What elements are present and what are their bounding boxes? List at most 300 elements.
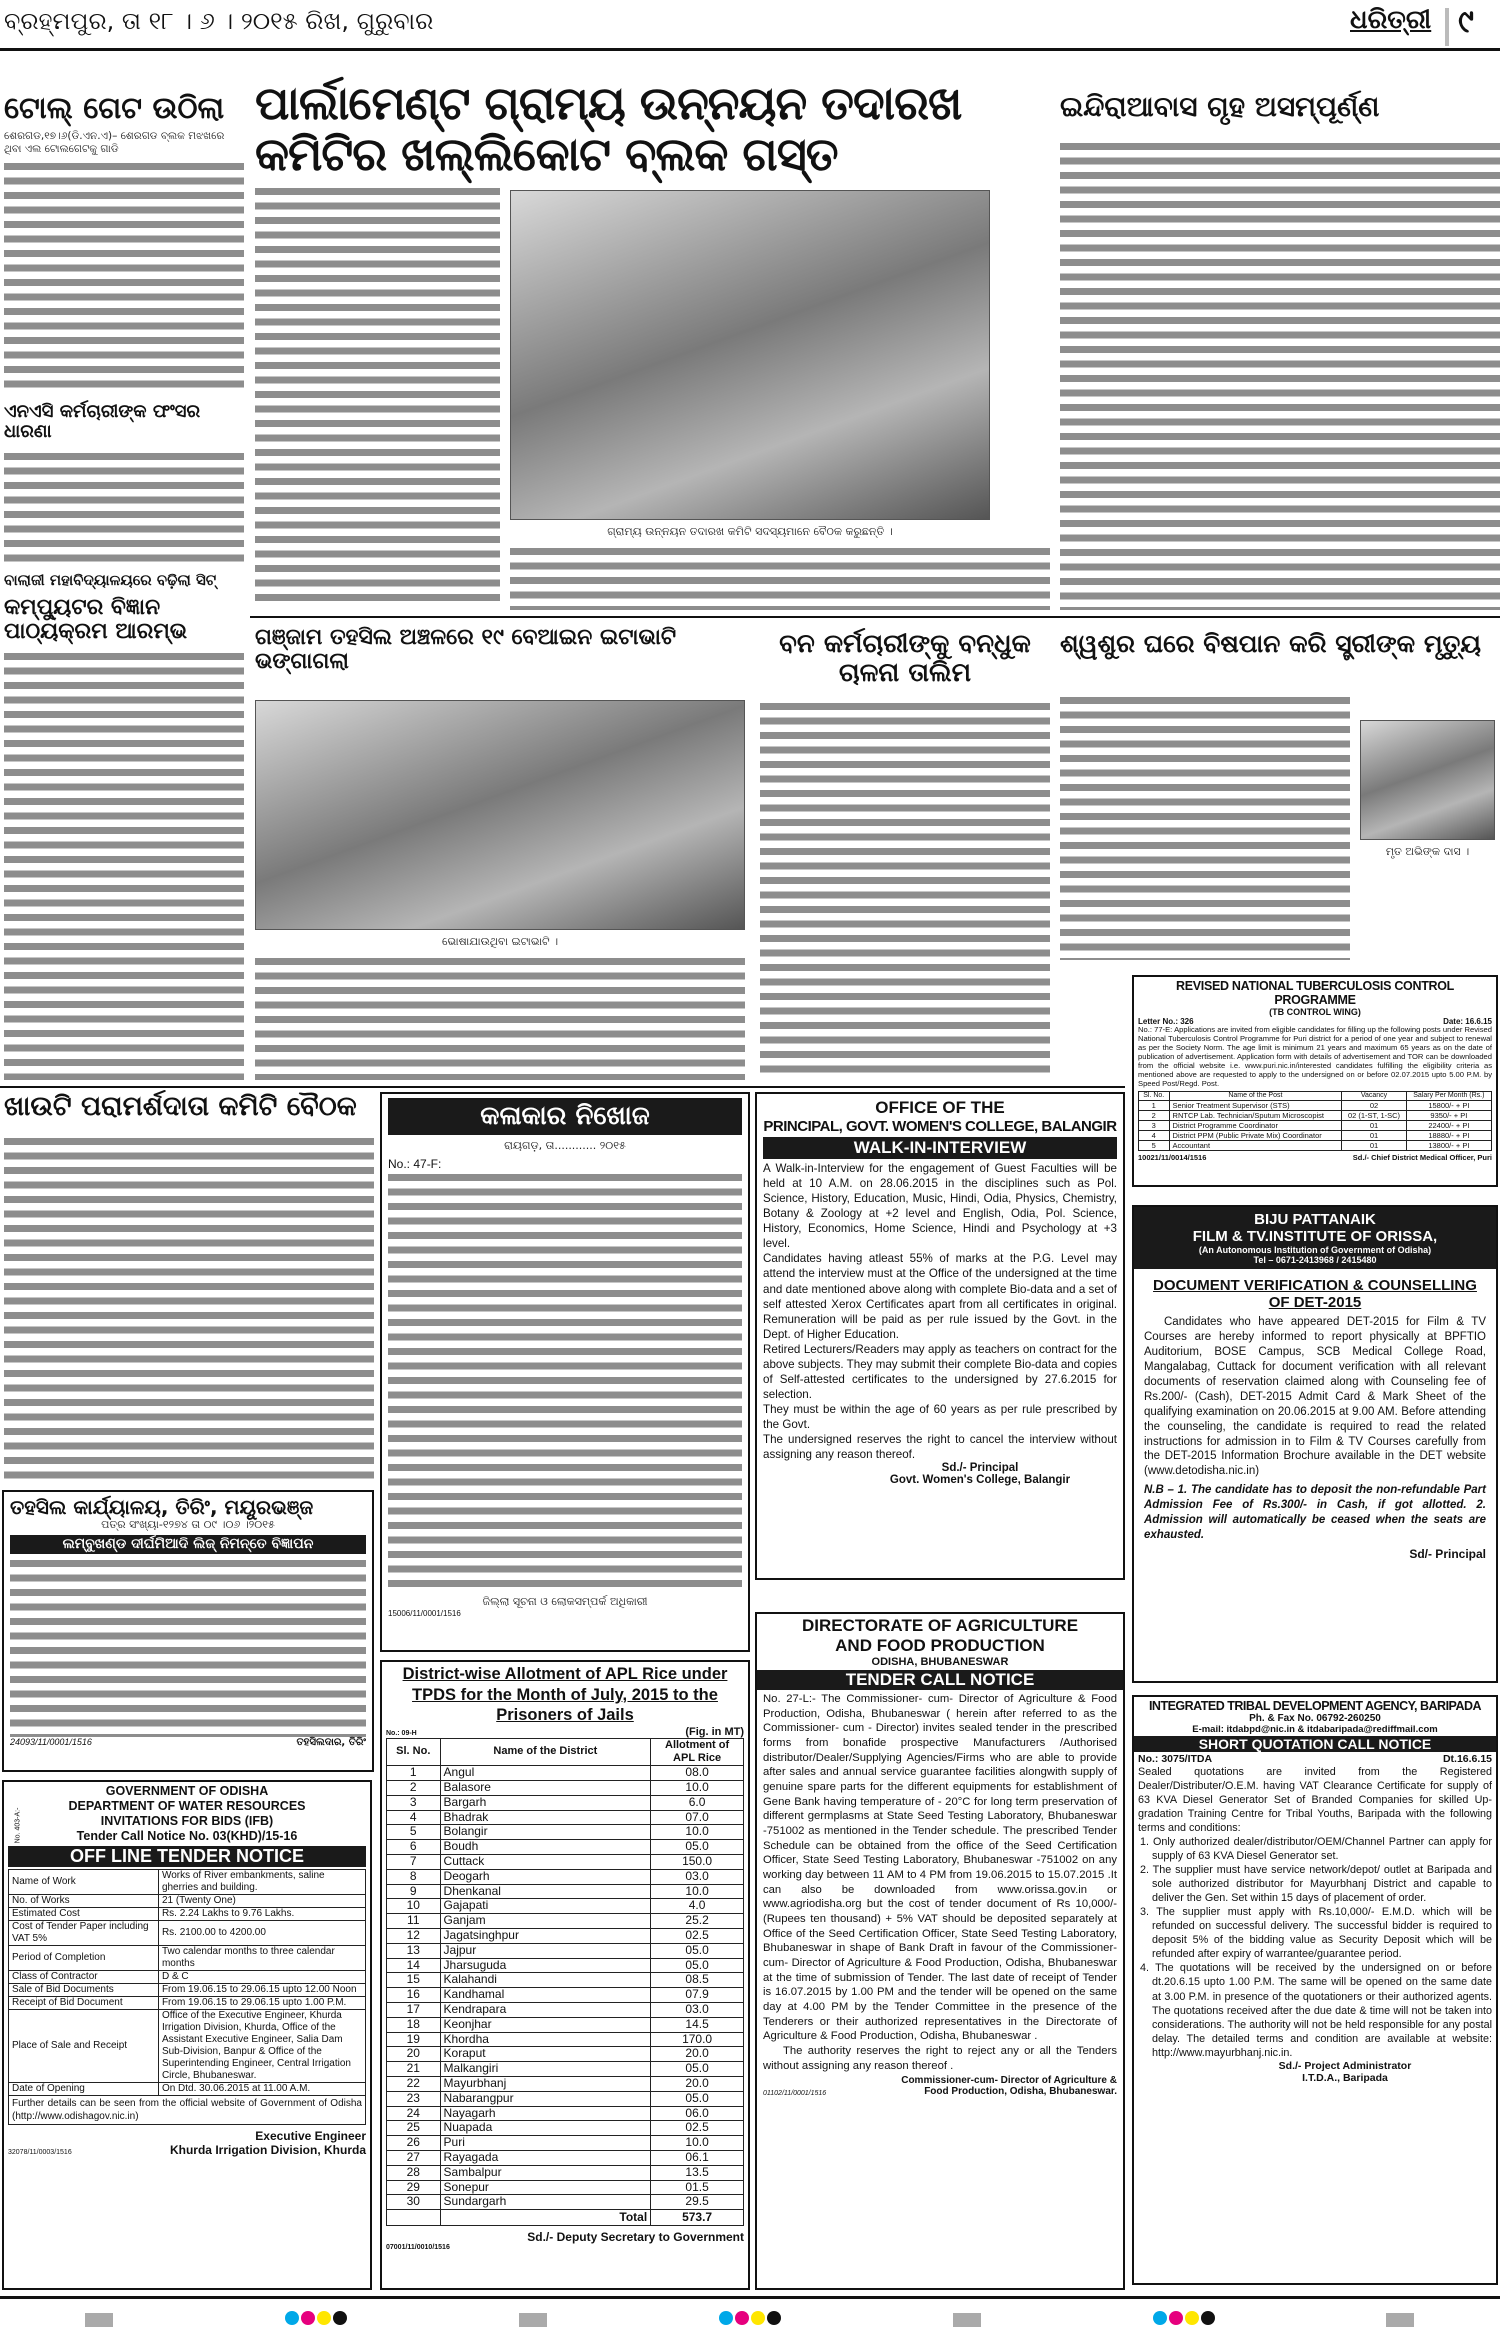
table-row bbox=[387, 2017, 744, 2032]
ad-title: DIRECTORATE OF AGRICULTURE bbox=[801, 1616, 1079, 1635]
table-row bbox=[9, 1895, 366, 1908]
story-headline-brick-kiln: ଗଞ୍ଜାମ ତହସିଲ ଅଞ୍ଚଳରେ ୧୯ ବେଆଇନ ଇଟାଭାଟି ଭଙ୍ଗାଗଲା bbox=[255, 625, 677, 675]
allotment-value: 08.5 bbox=[651, 1973, 744, 1988]
allotment-value: 08.0 bbox=[651, 1766, 744, 1781]
main-story-photo bbox=[510, 190, 990, 520]
district-name: Boudh bbox=[440, 1840, 651, 1855]
ad-signature: Sd./- Deputy Secretary to Government bbox=[527, 2229, 744, 2244]
ad-note: N.B – 1. The candidate has to deposit the non-refundable Part Admission Fee of Rs.300/- in Cash, if got allotted. 2. Admission will automatically be ceased when the seats are exhausted. bbox=[1144, 1484, 1486, 1542]
brick-kiln-photo bbox=[255, 700, 745, 930]
term-item: 2. The supplier must have service network/depot/ outlet at Baripada and sole authorized distributor for Mayurbhanj District and capable to deliver the Gen. Set within 15 days of placement of order. bbox=[1140, 1864, 1492, 1905]
article-body-text bbox=[4, 650, 244, 1080]
district-name: Sonepur bbox=[440, 2180, 651, 2195]
ad-dateline: ରାୟଗଡ଼, ତା............ ୨୦୧୫ bbox=[504, 1138, 626, 1152]
allotment-value: 03.0 bbox=[651, 2003, 744, 2018]
district-name: Koraput bbox=[440, 2047, 651, 2062]
term-item: 3. The supplier must apply with Rs.10,000/- E.M.D. which will be refunded on successful delivery. The successful bidder is required to deposit 5% of the bidding value as Security Deposit which will be refunded after expiry of warrantee/guarantee period. bbox=[1140, 1906, 1492, 1961]
ad-signature: Sd./- Project Administrator bbox=[1278, 2059, 1412, 2072]
district-name: Dhenkanal bbox=[440, 1884, 651, 1899]
allotment-value: 10.0 bbox=[651, 2136, 744, 2151]
serial-number: 3 bbox=[387, 1795, 441, 1810]
allotment-value: 05.0 bbox=[651, 2062, 744, 2077]
article-body-text bbox=[4, 160, 244, 390]
table-cell: 13800/- + PI bbox=[1406, 1141, 1491, 1151]
district-name: Cuttack bbox=[440, 1855, 651, 1870]
section-rule bbox=[0, 1086, 1125, 1088]
story-headline-toll-gate: ଟୋଲ୍ ଗେଟ ଉଠିଲା bbox=[4, 91, 225, 126]
ad-title: ତହସିଲ କାର୍ଯ୍ୟାଳୟ, ତିରିଂ, ମୟୂରଭଞ୍ଜ bbox=[10, 1495, 314, 1519]
allotment-value: 170.0 bbox=[651, 2032, 744, 2047]
table-row bbox=[387, 1825, 744, 1840]
ad-paragraph: Retired Lecturers/Readers may apply as teachers on contract for the above subjects. They may submit their complete Bio-data and copies of Self-attested certificates to the undersigned by 27.6.2015 for selection. bbox=[763, 1342, 1117, 1401]
ad-title: DEPARTMENT OF WATER RESOURCES bbox=[68, 1799, 306, 1813]
allotment-value: 06.1 bbox=[651, 2150, 744, 2165]
row-label: Period of Completion bbox=[9, 1946, 159, 1971]
ad-paragraph: The undersigned reserves the right to cancel the interview without assigning any reason thereof. bbox=[763, 1433, 1117, 1462]
table-cell: 2 bbox=[1139, 1111, 1170, 1121]
term-item: 4. The quotations will be received by the undersigned on or before dt.20.6.15 upto 1.00 P.M. The same will be opened on the same date at 3.00 P.M. in presence of the quotationers or their authorized agents. The quotations received after the due date & time will not be taken into considerations. The authority will not be held responsible for any postal delay. The detailed terms and condition are available at website: http://www.mayurbhanj.nic.in. bbox=[1140, 1962, 1492, 2059]
apl-allotment-table bbox=[386, 1738, 744, 2226]
ad-title: FILM & TV.INSTITUTE OF ORISSA, bbox=[1192, 1228, 1438, 1245]
table-cell: 01 bbox=[1342, 1141, 1406, 1151]
ad-title: Tender Call Notice No. 03(KHD)/15-16 bbox=[76, 1829, 298, 1843]
district-name: Deogarh bbox=[440, 1869, 651, 1884]
table-cell: 22400/- + PI bbox=[1406, 1121, 1491, 1131]
ad-signature: ଜିଲ୍ଲା ସୂଚନା ଓ ଲୋକସମ୍ପର୍କ ଅଧିକାରୀ bbox=[482, 1594, 648, 1608]
serial-number: 30 bbox=[387, 2195, 441, 2210]
table-cell: 1 bbox=[1139, 1101, 1170, 1111]
serial-number: 18 bbox=[387, 2017, 441, 2032]
table-cell: District PPM (Public Private Mix) Coordinator bbox=[1169, 1131, 1342, 1141]
row-value: Rs. 2.24 Lakhs to 9.76 Lakhs. bbox=[158, 1908, 365, 1921]
allotment-value: 02.5 bbox=[651, 1929, 744, 1944]
ad-paragraph: They must be within the age of 60 years as per rule prescribed by the Govt. bbox=[763, 1403, 1117, 1432]
article-body-text bbox=[255, 955, 745, 1080]
ad-number: No.: 3075/ITDA bbox=[1138, 1753, 1213, 1765]
column-header: Sl. No. bbox=[1139, 1091, 1170, 1100]
table-row bbox=[387, 1766, 744, 1781]
ad-date: Date: 16.6.15 bbox=[1443, 1017, 1492, 1026]
story-headline-poison: ଶ୍ୱଶୁର ଘରେ ବିଷପାନ କରି ସ୍ତ୍ରୀଙ୍କ ମୃତ୍ୟୁ bbox=[1060, 629, 1481, 658]
walk-in-interview-ad bbox=[755, 1092, 1125, 1580]
allotment-value: 05.0 bbox=[651, 1958, 744, 1973]
ad-banner: SHORT QUOTATION CALL NOTICE bbox=[1134, 1736, 1496, 1752]
ad-heading: DOCUMENT VERIFICATION & COUNSELLING OF DET-2015 bbox=[1153, 1277, 1477, 1311]
table-row bbox=[9, 2010, 366, 2083]
table-row bbox=[387, 1929, 744, 1944]
row-value: From 19.06.15 to 29.06.15 upto 1.00 P.M. bbox=[158, 1997, 365, 2010]
gray-patch bbox=[519, 2313, 547, 2327]
allotment-value: 10.0 bbox=[651, 1781, 744, 1796]
table-row bbox=[387, 1943, 744, 1958]
serial-number: 1 bbox=[387, 1766, 441, 1781]
allotment-value: 05.0 bbox=[651, 2091, 744, 2106]
table-row bbox=[387, 2032, 744, 2047]
ad-title: INTEGRATED TRIBAL DEVELOPMENT AGENCY, BARIPADA bbox=[1148, 1699, 1482, 1713]
ad-subtitle: (TB CONTROL WING) bbox=[1269, 1007, 1361, 1017]
table-row bbox=[387, 1914, 744, 1929]
story-headline-indira-awas: ଇନ୍ଦିରାଆବାସ ଗୃହ ଅସମ୍ପୂର୍ଣ୍ଣ bbox=[1060, 90, 1380, 123]
ad-title: AND FOOD PRODUCTION bbox=[835, 1636, 1045, 1655]
serial-number: 20 bbox=[387, 2047, 441, 2062]
district-name: Balasore bbox=[440, 1781, 651, 1796]
serial-number: 12 bbox=[387, 1929, 441, 1944]
ad-body: Sealed quotations are invited from the Registered Dealer/Distributer/O.E.M. having VAT Clearance Certificate for supply of 63 KVA Diesel Generator Set of Branded Companies for skilled Up-gradation Training Centre for Tribal Youths, Baripada with the following terms and conditions: bbox=[1138, 1766, 1492, 1835]
side-number: No. 403-A:- bbox=[14, 1807, 22, 1844]
cmyk-dots bbox=[284, 2311, 348, 2330]
table-row bbox=[1139, 1121, 1492, 1131]
ad-code: 07001/11/0010/1516 bbox=[386, 2243, 450, 2251]
row-label: Cost of Tender Paper including VAT 5% bbox=[9, 1921, 159, 1946]
dateline: ବ୍ରହ୍ମପୁର, ତା ୧୮ । ୬ । ୨୦୧୫ ରିଖ, ଗୁରୁବାର bbox=[4, 7, 434, 35]
district-name: Bhadrak bbox=[440, 1810, 651, 1825]
district-name: Ganjam bbox=[440, 1914, 651, 1929]
ad-title: GOVERNMENT OF ODISHA bbox=[105, 1784, 269, 1798]
table-row bbox=[9, 1946, 366, 1971]
ad-signature: Commissioner-cum- Director of Agriculture & Food Production, Odisha, Bhubaneswar. bbox=[901, 2075, 1117, 2098]
serial-number: 2 bbox=[387, 1781, 441, 1796]
ad-body: No.: 77-E: Applications are invited from eligible candidates for filling up the following posts under Revised National Tuberculosis Control Programme for Puri district for a period of one year and subject to renewal as per the Society Norm. The age limit is minimum 21 years and maximum 65 years as on the date of publication of advertisement. Application form with details of advertisement and TOR can be downloaded from the official website i.e. www.puri.nic.in/interested candidates fulfilling the eligibility criteria as mentioned above are requested to apply to the undersigned on or before 02.07.2015 upto 5.00 P.M. by Speed Post/Regd. Post. bbox=[1138, 1025, 1492, 1088]
allotment-value: 01.5 bbox=[651, 2180, 744, 2195]
ad-email: E-mail: itdabpd@nic.in & itdabaripada@rediffmail.com bbox=[1192, 1724, 1438, 1735]
table-cell: 9350/- + PI bbox=[1406, 1111, 1491, 1121]
serial-number: 8 bbox=[387, 1869, 441, 1884]
serial-number: 5 bbox=[387, 1825, 441, 1840]
row-label: No. of Works bbox=[9, 1895, 159, 1908]
allotment-value: 4.0 bbox=[651, 1899, 744, 1914]
story-headline-consumer: ଖାଉଟି ପରାମର୍ଶଦାତା କମିଟି ବୈଠକ bbox=[4, 1091, 357, 1122]
table-cell: District Programme Coordinator bbox=[1169, 1121, 1342, 1131]
table-row bbox=[387, 1973, 744, 1988]
row-label: Place of Sale and Receipt bbox=[9, 2010, 159, 2083]
masthead-logo: ଧରିତ୍ରୀ bbox=[1350, 5, 1432, 35]
story-headline-nac: ଏନଏସି କର୍ମଚାରୀଙ୍କ ଫଂସର ଧାରଣା bbox=[4, 401, 201, 442]
agriculture-tender-ad bbox=[755, 1612, 1125, 2290]
district-name: Mayurbhanj bbox=[440, 2076, 651, 2091]
serial-number: 28 bbox=[387, 2165, 441, 2180]
district-name: Nabarangpur bbox=[440, 2091, 651, 2106]
table-row bbox=[387, 2106, 744, 2121]
table-row bbox=[387, 2121, 744, 2136]
table-cell: 15800/- + PI bbox=[1406, 1101, 1491, 1111]
ad-reservation: The authority reserves the right to reject any or all the Tenders without assigning any reason thereof . bbox=[763, 2045, 1117, 2072]
allotment-value: 20.0 bbox=[651, 2047, 744, 2062]
article-body-text bbox=[255, 185, 500, 605]
table-cell: 01 bbox=[1342, 1121, 1406, 1131]
ad-phone: Tel – 0671-2413968 / 2415480 bbox=[1253, 1255, 1377, 1265]
district-name: Rayagada bbox=[440, 2150, 651, 2165]
serial-number: 15 bbox=[387, 1973, 441, 1988]
column-header: Salary Per Month (Rs.) bbox=[1406, 1091, 1491, 1100]
table-row bbox=[387, 1958, 744, 1973]
allotment-value: 13.5 bbox=[651, 2165, 744, 2180]
allotment-value: 07.9 bbox=[651, 1988, 744, 2003]
allotment-value: 07.0 bbox=[651, 1810, 744, 1825]
table-row bbox=[387, 2180, 744, 2195]
table-row bbox=[387, 2047, 744, 2062]
table-row bbox=[9, 2083, 366, 2096]
footer-rule bbox=[0, 2296, 1500, 2299]
allotment-value: 25.2 bbox=[651, 1914, 744, 1929]
apl-rice-allotment-ad bbox=[380, 1660, 750, 2290]
header-rule bbox=[0, 48, 1500, 51]
water-resources-tender bbox=[2, 1780, 372, 2290]
main-headline: ପାର୍ଲାମେଣ୍ଟ ଗ୍ରାମ୍ୟ ଉନ୍ନୟନ ତଦାରଖ କମିଟିର ଖଲ୍ଲିକୋଟ ବ୍ଲକ ଗସ୍ତ bbox=[255, 76, 962, 181]
table-cell: 5 bbox=[1139, 1141, 1170, 1151]
ad-body: No. 27-L:- The Commissioner- cum- Director of Agriculture & Food Production, Odisha, Bhubaneswar ( herein after referred to as the Commissioner- cum - Director) invites sealed tender in the prescribed forms from bonafide prospective Manufacturers /Authorised distributor/Dealer/Supplying Agencies/Firms who are able to provide after sales and annual service guarantee facilities alongwith supply of genuine spare parts for the different equipments for establishment of Gene Bank having temperature of - 20°C for long term preservation of different germplasms at State Seed Testing Laboratory, Bhubaneswar -751002 as mentioned in the Tender schedule. The prescribed Tender Schedule can be obtained from the office of the Seed Certification Officer, State Seed Testing Laboratory, Bhubaneswar -751002 on any working day between 11 AM to 4 PM from 19.06.2015 to 15.07.2015 .It can also be downloaded from www.orissa.gov.in or www.agriodisha.org but the cost of tender document of Rs 10,000/- (Rupees ten thousand) + 5% VAT should be deposited separately at Office of the Seed Certification Officer, State Seed Testing Laboratory, Bhubaneswar in shape of Bank Draft in favour of the Commissioner-cum- Director of Agriculture & Food Production, Odisha, Bhubaneswar at the time of submission of Tender. The last date of receipt of Tender is 16.07.2015 by 1.00 PM and the tender will be opened on the same day at 4.00 PM by the Tender Committee in the presence of the Tenderers or their authorized representatives in the Directorate of Agriculture & Food Production, Odisha, Bhubaneswar . bbox=[763, 1693, 1117, 2043]
article-body-text bbox=[4, 1135, 374, 1480]
ad-body: Candidates who have appeared DET-2015 for Film & TV Courses are hereby informed to report physically at BPFTIO Auditorium, BOSE Campus, SCB Medical College Road, Mangalabag, Cuttack for document verification with all relevant documents of reservation claimed along with Counseling fee of Rs.200/- (Cash), DET-2015 Admit Card & Mark Sheet of the qualifying examination on 20.06.2015 at 9.00 AM. Before attending the counseling, the candidate is required to read the related instructions for admission in to Film & TV Courses carefully from the DET-2015 Information Brochure available in the DET website (www.detodisha.nic.in) bbox=[1144, 1316, 1486, 1478]
allotment-value: 150.0 bbox=[651, 1855, 744, 1870]
ad-further-details: Further details can be seen from the official website of Government of Odisha (http://www.odishagov.nic.in) bbox=[8, 2096, 366, 2125]
ad-paragraph: A Walk-in-Interview for the engagement of Guest Faculties will be held at 10 A.M. on 28.06.2015 in the disciplines such as Pol. Science, History, Education, Music, Hindi, Odia, Physics, Chemistry, Botany & Zoology at +2 level and English, Odia, Pol. Science, History, Economics, Home Science, Hindi and Psychology at +3 level. bbox=[763, 1162, 1117, 1251]
allotment-value: 05.0 bbox=[651, 1840, 744, 1855]
serial-number: 14 bbox=[387, 1958, 441, 1973]
table-row bbox=[387, 2062, 744, 2077]
table-cell: 3 bbox=[1139, 1121, 1170, 1131]
table-cell: 02 (1-ST, 1-SC) bbox=[1342, 1111, 1406, 1121]
allotment-value: 6.0 bbox=[651, 1795, 744, 1810]
district-name: Nuapada bbox=[440, 2121, 651, 2136]
column-header: Sl. No. bbox=[387, 1738, 441, 1765]
serial-number: 17 bbox=[387, 2003, 441, 2018]
district-name: Jajpur bbox=[440, 1943, 651, 1958]
table-row bbox=[387, 2003, 744, 2018]
row-value: D & C bbox=[158, 1971, 365, 1984]
photo-caption: ଭୋଷାଯାଉଥିବା ଇଟାଭାଟି । bbox=[441, 935, 559, 948]
photo-caption: ଗ୍ରାମ୍ୟ ଉନ୍ନୟନ ତଦାରଖ କମିଟି ସଦସ୍ୟମାନେ ବୈଠକ କରୁଛନ୍ତି । bbox=[607, 525, 893, 538]
column-header: Name of the Post bbox=[1169, 1091, 1342, 1100]
cmyk-dots bbox=[718, 2311, 782, 2330]
story-lead: ଶେରଗଡ,୧୭।୬(ଡି.ଏନ.ଏ)– ଶେରଗଡ ବ୍ଲକ ମଝଖରେ ଥିବା ଏଲ ଟୋଲଗେଟକୁ ଗାଡି bbox=[4, 130, 225, 155]
ad-code: 15006/11/0001/1516 bbox=[388, 1608, 461, 1618]
masthead-divider bbox=[1445, 8, 1449, 46]
row-value: Rs. 2100.00 to 4200.00 bbox=[158, 1921, 365, 1946]
table-cell: RNTCP Lab. Technician/Sputum Microscopist bbox=[1169, 1111, 1342, 1121]
allotment-value: 10.0 bbox=[651, 1825, 744, 1840]
ad-banner: ଲମ୍ବୁଖଣ୍ଡ ଦୀର୍ଘମିଆଦି ଲିଜ୍ ନିମନ୍ତେ ବିଜ୍ଞାପନ bbox=[10, 1535, 366, 1554]
serial-number: 16 bbox=[387, 1988, 441, 2003]
row-value: Two calendar months to three calendar months bbox=[158, 1946, 365, 1971]
table-row bbox=[1139, 1111, 1492, 1121]
district-name: Kalahandi bbox=[440, 1973, 651, 1988]
column-header: Name of the District bbox=[440, 1738, 651, 1765]
serial-number: 27 bbox=[387, 2150, 441, 2165]
film-institute-ad bbox=[1132, 1205, 1498, 1683]
district-name: Gajapati bbox=[440, 1899, 651, 1914]
photo-caption: ମୃତ ଅଭିଙ୍କ ଦାସ । bbox=[1385, 845, 1470, 858]
table-row bbox=[387, 2195, 744, 2210]
row-value: 21 (Twenty One) bbox=[158, 1895, 365, 1908]
district-name: Kendrapara bbox=[440, 2003, 651, 2018]
unit-label: (Fig. in MT) bbox=[685, 1725, 744, 1738]
table-cell: 02 bbox=[1342, 1101, 1406, 1111]
total-label: Total bbox=[440, 2210, 651, 2225]
ad-code: 01102/11/0001/1516 bbox=[763, 2090, 827, 2098]
gray-patch bbox=[85, 2313, 113, 2327]
allotment-value: 02.5 bbox=[651, 2121, 744, 2136]
table-row bbox=[387, 1781, 744, 1796]
table-cell: Accountant bbox=[1169, 1141, 1342, 1151]
serial-number: 24 bbox=[387, 2106, 441, 2121]
serial-number: 6 bbox=[387, 1840, 441, 1855]
story-kicker-balaji: ବାଲାଜୀ ମହାବିଦ୍ୟାଳୟରେ ବଢ଼ିଲା ସିଟ୍ bbox=[4, 571, 217, 589]
ad-banner: WALK-IN-INTERVIEW bbox=[763, 1137, 1117, 1159]
table-row bbox=[387, 1810, 744, 1825]
ad-code: 24093/11/0001/1516 bbox=[10, 1737, 92, 1748]
table-row bbox=[1139, 1101, 1492, 1111]
ad-title: OFFICE OF THE bbox=[875, 1098, 1005, 1117]
ad-subtitle: ODISHA, BHUBANESWAR bbox=[871, 1656, 1009, 1668]
ad-title: କଳାକାର ନିଖୋଜ bbox=[388, 1098, 742, 1135]
ad-number: No.: 47-F: bbox=[388, 1156, 442, 1171]
table-row bbox=[1139, 1131, 1492, 1141]
ad-title: BIJU PATTANAIK bbox=[1254, 1211, 1376, 1228]
column-header: Allotment of APL Rice bbox=[651, 1738, 744, 1765]
table-row bbox=[387, 1884, 744, 1899]
vacancy-table bbox=[1138, 1091, 1492, 1151]
district-name: Sundargarh bbox=[440, 2195, 651, 2210]
ad-banner: OFF LINE TENDER NOTICE bbox=[8, 1846, 366, 1867]
section-rule bbox=[250, 616, 1500, 618]
ad-title: District-wise Allotment of APL Rice under TPDS for the Month of July, 2015 to the Prisoners of Jails bbox=[402, 1665, 728, 1725]
ad-date: Dt.16.6.15 bbox=[1442, 1753, 1492, 1765]
page-number: ୯ bbox=[1458, 2, 1474, 40]
story-headline-balaji: କମ୍ପ୍ୟୁଟର ବିଜ୍ଞାନ ପାଠ୍ୟକ୍ରମ ଆରମ୍ଭ bbox=[4, 595, 188, 645]
row-label: Receipt of Bid Document bbox=[9, 1997, 159, 2010]
ad-subtitle: (An Autonomous Institution of Government of Odisha) bbox=[1198, 1245, 1432, 1255]
allotment-value: 14.5 bbox=[651, 2017, 744, 2032]
table-row bbox=[387, 2091, 744, 2106]
ad-code: 10021/11/0014/1516 bbox=[1138, 1153, 1207, 1163]
victim-photo bbox=[1360, 720, 1495, 840]
table-row bbox=[9, 1870, 366, 1895]
table-row bbox=[9, 1971, 366, 1984]
serial-number: 23 bbox=[387, 2091, 441, 2106]
tahasil-ad bbox=[2, 1490, 374, 1772]
district-name: Bargarh bbox=[440, 1795, 651, 1810]
term-item: 1. Only authorized dealer/distributor/OEM/Channel Partner can apply for supply of 63 KVA Diesel Generator set. bbox=[1140, 1836, 1492, 1863]
ad-title: PRINCIPAL, GOVT. WOMEN'S COLLEGE, BALANGIR bbox=[763, 1118, 1117, 1135]
serial-number: 4 bbox=[387, 1810, 441, 1825]
ad-body-text bbox=[10, 1557, 366, 1737]
district-name: Angul bbox=[440, 1766, 651, 1781]
ad-phone: Ph. & Fax No. 06792-260250 bbox=[1249, 1713, 1381, 1724]
serial-number: 13 bbox=[387, 1943, 441, 1958]
table-row bbox=[387, 2150, 744, 2165]
district-name: Jharsuguda bbox=[440, 1958, 651, 1973]
row-label: Estimated Cost bbox=[9, 1908, 159, 1921]
itda-quotation-notice bbox=[1132, 1695, 1498, 2285]
table-row bbox=[387, 1795, 744, 1810]
cmyk-dots bbox=[1152, 2311, 1216, 2330]
missing-artist-notice bbox=[380, 1092, 750, 1652]
table-row bbox=[387, 1988, 744, 2003]
row-label: Sale of Bid Documents bbox=[9, 1984, 159, 1997]
table-row bbox=[387, 1840, 744, 1855]
article-body-text bbox=[760, 700, 1050, 1080]
empty-cell bbox=[387, 2210, 441, 2225]
table-cell: 4 bbox=[1139, 1131, 1170, 1141]
ad-title: REVISED NATIONAL TUBERCULOSIS CONTROL PROGRAMME bbox=[1175, 979, 1455, 1007]
column-header: Vacancy bbox=[1342, 1091, 1406, 1100]
gray-patch bbox=[953, 2313, 981, 2327]
table-row bbox=[387, 2165, 744, 2180]
serial-number: 22 bbox=[387, 2076, 441, 2091]
letter-number: Letter No.: 326 bbox=[1138, 1017, 1194, 1026]
district-name: Keonjhar bbox=[440, 2017, 651, 2032]
table-row bbox=[387, 2136, 744, 2151]
allotment-value: 20.0 bbox=[651, 2076, 744, 2091]
row-value: On Dtd. 30.06.2015 at 11.00 A.M. bbox=[158, 2083, 365, 2096]
table-row bbox=[387, 1899, 744, 1914]
article-body-text bbox=[4, 450, 244, 564]
allotment-value: 10.0 bbox=[651, 1884, 744, 1899]
table-row bbox=[387, 2076, 744, 2091]
table-cell: 01 bbox=[1342, 1131, 1406, 1141]
tender-table bbox=[8, 1869, 366, 2096]
serial-number: 26 bbox=[387, 2136, 441, 2151]
row-label: Class of Contractor bbox=[9, 1971, 159, 1984]
serial-number: 19 bbox=[387, 2032, 441, 2047]
article-body-text bbox=[1060, 140, 1500, 610]
ad-signature: Khurda Irrigation Division, Khurda bbox=[169, 2143, 366, 2157]
table-row bbox=[1139, 1141, 1492, 1151]
district-name: Jagatsinghpur bbox=[440, 1929, 651, 1944]
ad-code: 32078/11/0003/1516 bbox=[8, 2149, 72, 2156]
total-value: 573.7 bbox=[651, 2210, 744, 2225]
table-row bbox=[387, 1855, 744, 1870]
ad-signature: ତହସିଲଦାର, ତିରିଂ bbox=[296, 1737, 366, 1749]
table-row bbox=[387, 1869, 744, 1884]
ad-reference: ପତ୍ର ସଂଖ୍ୟା-୧୨୭୪ ତା ୦୯ ।୦୬ ।୨୦୧୫ bbox=[101, 1518, 275, 1531]
registration-marks bbox=[0, 2310, 1500, 2330]
district-name: Kandhamal bbox=[440, 1988, 651, 2003]
serial-number: 10 bbox=[387, 1899, 441, 1914]
ad-signature: Executive Engineer bbox=[255, 2129, 366, 2143]
table-cell: Senior Treatment Supervisor (STS) bbox=[1169, 1101, 1342, 1111]
table-row bbox=[9, 1984, 366, 1997]
row-label: Date of Opening bbox=[9, 2083, 159, 2096]
serial-number: 11 bbox=[387, 1914, 441, 1929]
district-name: Khordha bbox=[440, 2032, 651, 2047]
serial-number: 25 bbox=[387, 2121, 441, 2136]
row-label: Name of Work bbox=[9, 1870, 159, 1895]
row-value: From 19.06.15 to 29.06.15 upto 12.00 Noon bbox=[158, 1984, 365, 1997]
article-body-text bbox=[1060, 694, 1350, 960]
ad-number: No.: 09-H bbox=[386, 1729, 417, 1737]
ad-signature: Sd./- Principal bbox=[941, 1462, 1019, 1475]
ad-signature: Govt. Women's College, Balangir bbox=[889, 1474, 1071, 1487]
table-row bbox=[9, 1921, 366, 1946]
article-body-text bbox=[510, 545, 1050, 610]
allotment-value: 05.0 bbox=[651, 1943, 744, 1958]
district-name: Malkangiri bbox=[440, 2062, 651, 2077]
row-value: Works of River embankments, saline gherries and building. bbox=[158, 1870, 365, 1895]
row-value: Office of the Executive Engineer, Khurda Irrigation Division, Khurda, Office of the Assistant Executive Engineer, Salia Dam Sub-Division, Banpur & Office of the Superintending Engineer, Central Irrigation Circle, Bhubaneswar. bbox=[158, 2010, 365, 2083]
district-name: Sambalpur bbox=[440, 2165, 651, 2180]
ad-banner: TENDER CALL NOTICE bbox=[757, 1670, 1123, 1690]
ad-body-text bbox=[388, 1171, 742, 1591]
district-name: Nayagarh bbox=[440, 2106, 651, 2121]
table-row bbox=[9, 1908, 366, 1921]
ad-signature: Sd./- Chief District Medical Officer, Puri bbox=[1352, 1153, 1492, 1163]
ad-signature: Sd/- Principal bbox=[1409, 1547, 1486, 1562]
allotment-value: 03.0 bbox=[651, 1869, 744, 1884]
serial-number: 29 bbox=[387, 2180, 441, 2195]
allotment-value: 29.5 bbox=[651, 2195, 744, 2210]
story-headline-forest-staff: ବନ କର୍ମଚାରୀଙ୍କୁ ବନ୍ଧୁକ ଚାଳନା ତାଲିମ bbox=[779, 629, 1031, 688]
